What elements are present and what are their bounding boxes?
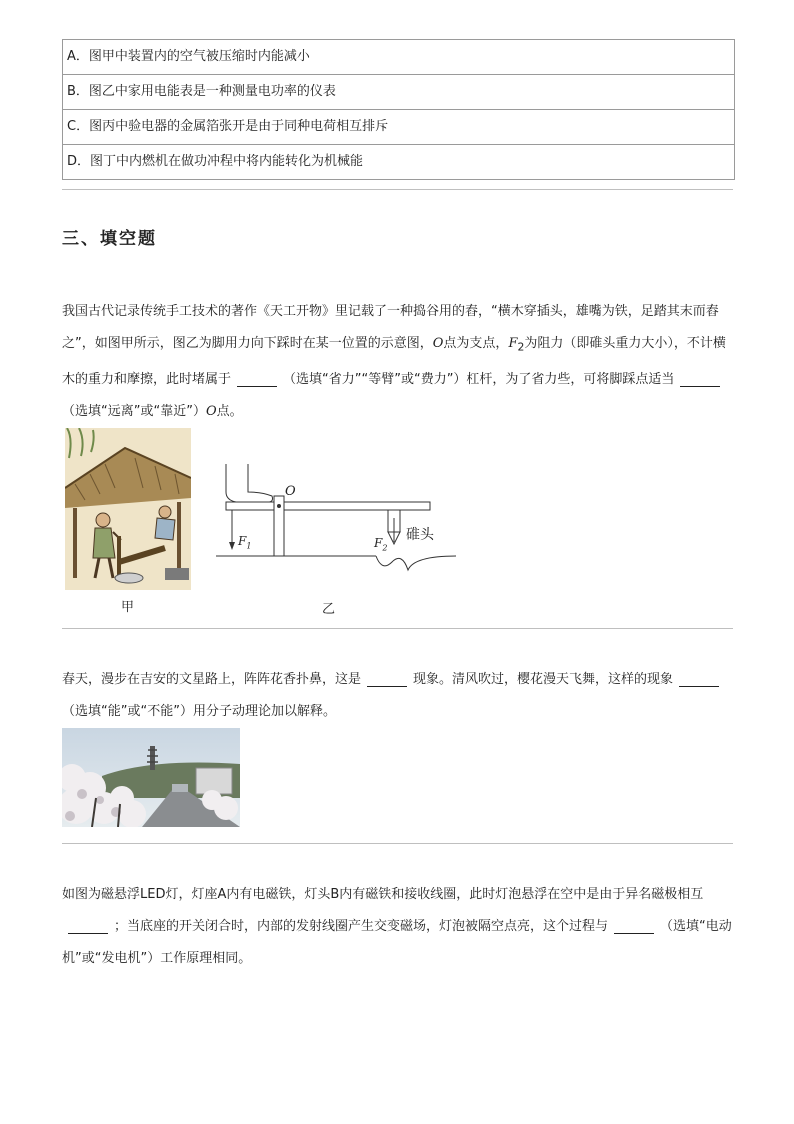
answer-blank-2[interactable] xyxy=(680,372,720,387)
divider xyxy=(62,843,733,844)
option-c[interactable]: C．图丙中验电器的金属箔张开是由于同种电荷相互排斥 xyxy=(63,110,734,145)
question-3-text xyxy=(62,879,733,975)
q3-text-1: 如图为磁悬浮LED灯，灯座A内有电磁铁，灯头B内有磁铁和接收线圈，此时灯泡悬浮在空中是由于异名磁极相互 xyxy=(62,887,704,902)
label-f2-letter: F xyxy=(374,536,383,550)
q1-text-4: （选填“省力”“等臂”或“费力”）杠杆，为了省力些，可将脚踩点适当 xyxy=(283,371,675,387)
answer-blank-1[interactable] xyxy=(237,372,277,387)
option-a[interactable]: A．图甲中装置内的空气被压缩时内能减小 xyxy=(63,40,734,75)
q1-point-o-2: O xyxy=(205,403,217,419)
cherry-blossom-street-photo xyxy=(62,728,240,827)
q1-text-5: （选填“远离”或“靠近”） xyxy=(62,403,206,419)
caption-yi: 乙 xyxy=(322,602,336,617)
option-d[interactable]: D．图丁中内燃机在做功冲程中将内能转化为机械能 xyxy=(67,154,364,169)
label-f2 xyxy=(374,536,387,552)
q1-force-f2-sub: 2 xyxy=(517,340,525,354)
q3-text-2: ；当底座的开关闭合时，内部的发射线圈产生交变磁场，灯泡被隔空点亮，这个过程与 xyxy=(114,919,609,934)
q2-text-3: （选填“能”或“不能”）用分子动理论加以解释。 xyxy=(62,704,336,719)
q1-text-6: 点。 xyxy=(216,403,243,419)
answer-blank-5[interactable] xyxy=(68,919,108,934)
label-f1-sub: 1 xyxy=(246,541,252,551)
answer-blank-6[interactable] xyxy=(614,919,654,934)
divider xyxy=(62,189,733,190)
q3-text-3: （选填“电动机”或“发电机”）工作原理相同。 xyxy=(62,919,732,966)
q1-text-1: 我国古代记录传统手工技术的著作《天工开物》里记载了一种捣谷用的舂，“横木穿插头，雄嘴为铁，足踏其末而舂之”，如图甲所示，图乙为脚用力向下踩时在某一位置的示意图， xyxy=(62,304,719,351)
q1-point-o: O xyxy=(432,336,444,351)
caption-jia: 甲 xyxy=(121,600,135,615)
q1-text-3: 为阻力（即碓头重力大小），不计横木的重力和摩擦，此时堵属于 xyxy=(62,336,726,387)
label-pestle-head: 碓头 xyxy=(406,527,434,543)
question-2-text xyxy=(62,664,733,728)
figure-yi-lever-diagram xyxy=(212,462,462,577)
label-o: O xyxy=(285,484,296,499)
divider xyxy=(62,628,733,629)
figure-jia-illustration xyxy=(65,428,191,590)
q1-force-f2: F xyxy=(508,336,518,351)
q1-text-2: 点为支点， xyxy=(443,336,509,351)
label-f1 xyxy=(238,534,251,550)
answer-blank-3[interactable] xyxy=(367,672,407,687)
label-f2-sub: 2 xyxy=(382,543,388,553)
label-f1-letter: F xyxy=(238,534,247,548)
answer-blank-4[interactable] xyxy=(679,672,719,687)
options-table xyxy=(62,39,735,180)
section-title: 三、填空题 xyxy=(62,229,157,249)
question-1-text xyxy=(62,296,733,428)
q2-text-2: 现象。清风吹过，樱花漫天飞舞，这样的现象 xyxy=(413,672,674,687)
option-b[interactable]: B．图乙中家用电能表是一种测量电功率的仪表 xyxy=(63,75,734,110)
q2-text-1: 春天，漫步在吉安的文星路上，阵阵花香扑鼻，这是 xyxy=(62,672,362,687)
